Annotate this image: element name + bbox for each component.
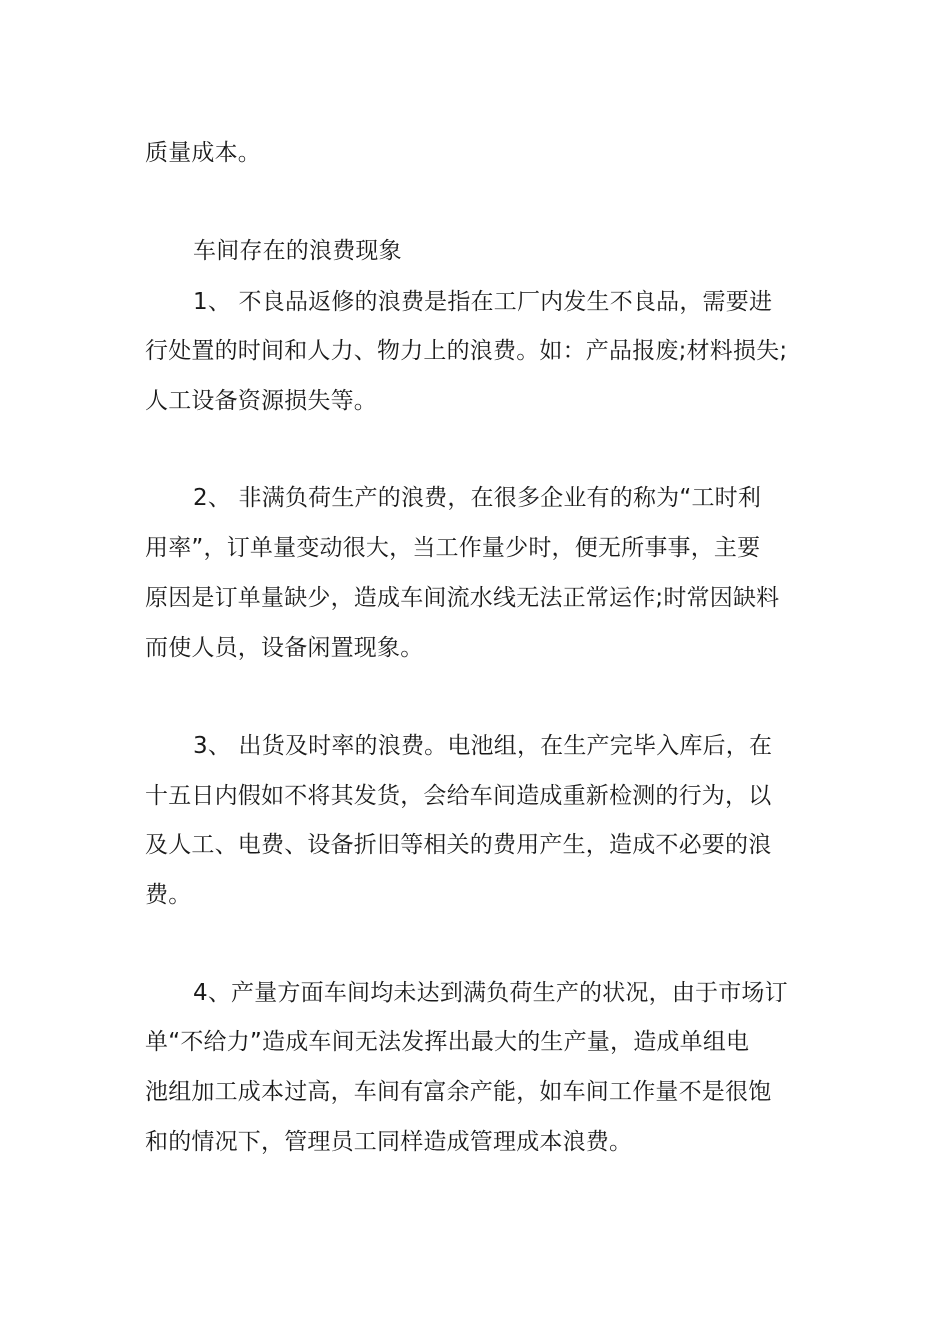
paragraph-line: 和的情况下，管理员工同样造成管理成本浪费。 xyxy=(145,1129,633,1155)
paragraph-line: 单“不给力”造成车间无法发挥出最大的生产量，造成单组电 xyxy=(145,1029,750,1055)
section-heading: 车间存在的浪费现象 xyxy=(193,238,402,264)
paragraph-line: 费。 xyxy=(145,882,192,908)
paragraph-line: 原因是订单量缺少，造成车间流水线无法正常运作;时常因缺料 xyxy=(145,585,780,611)
paragraph-line: 3、 出货及时率的浪费。电池组，在生产完毕入库后，在 xyxy=(193,733,773,759)
paragraph-line: 行处置的时间和人力、物力上的浪费。如：产品报废;材料损失; xyxy=(145,338,788,364)
paragraph-line: 用率”，订单量变动很大，当工作量少时，便无所事事，主要 xyxy=(145,535,761,561)
paragraph-line: 及人工、电费、设备折旧等相关的费用产生，造成不必要的浪 xyxy=(145,832,772,858)
paragraph-line: 十五日内假如不将其发货，会给车间造成重新检测的行为，以 xyxy=(145,783,772,809)
paragraph-line: 2、 非满负荷生产的浪费，在很多企业有的称为“工时利 xyxy=(193,485,762,511)
paragraph-line: 4、产量方面车间均未达到满负荷生产的状况，由于市场订 xyxy=(193,980,788,1006)
paragraph-line: 1、 不良品返修的浪费是指在工厂内发生不良品，需要进 xyxy=(193,289,773,315)
paragraph-line: 池组加工成本过高，车间有富余产能，如车间工作量不是很饱 xyxy=(145,1079,772,1105)
intro-tail-text: 质量成本。 xyxy=(145,140,261,166)
paragraph-line: 人工设备资源损失等。 xyxy=(145,388,377,414)
paragraph-line: 而使人员，设备闲置现象。 xyxy=(145,635,424,661)
